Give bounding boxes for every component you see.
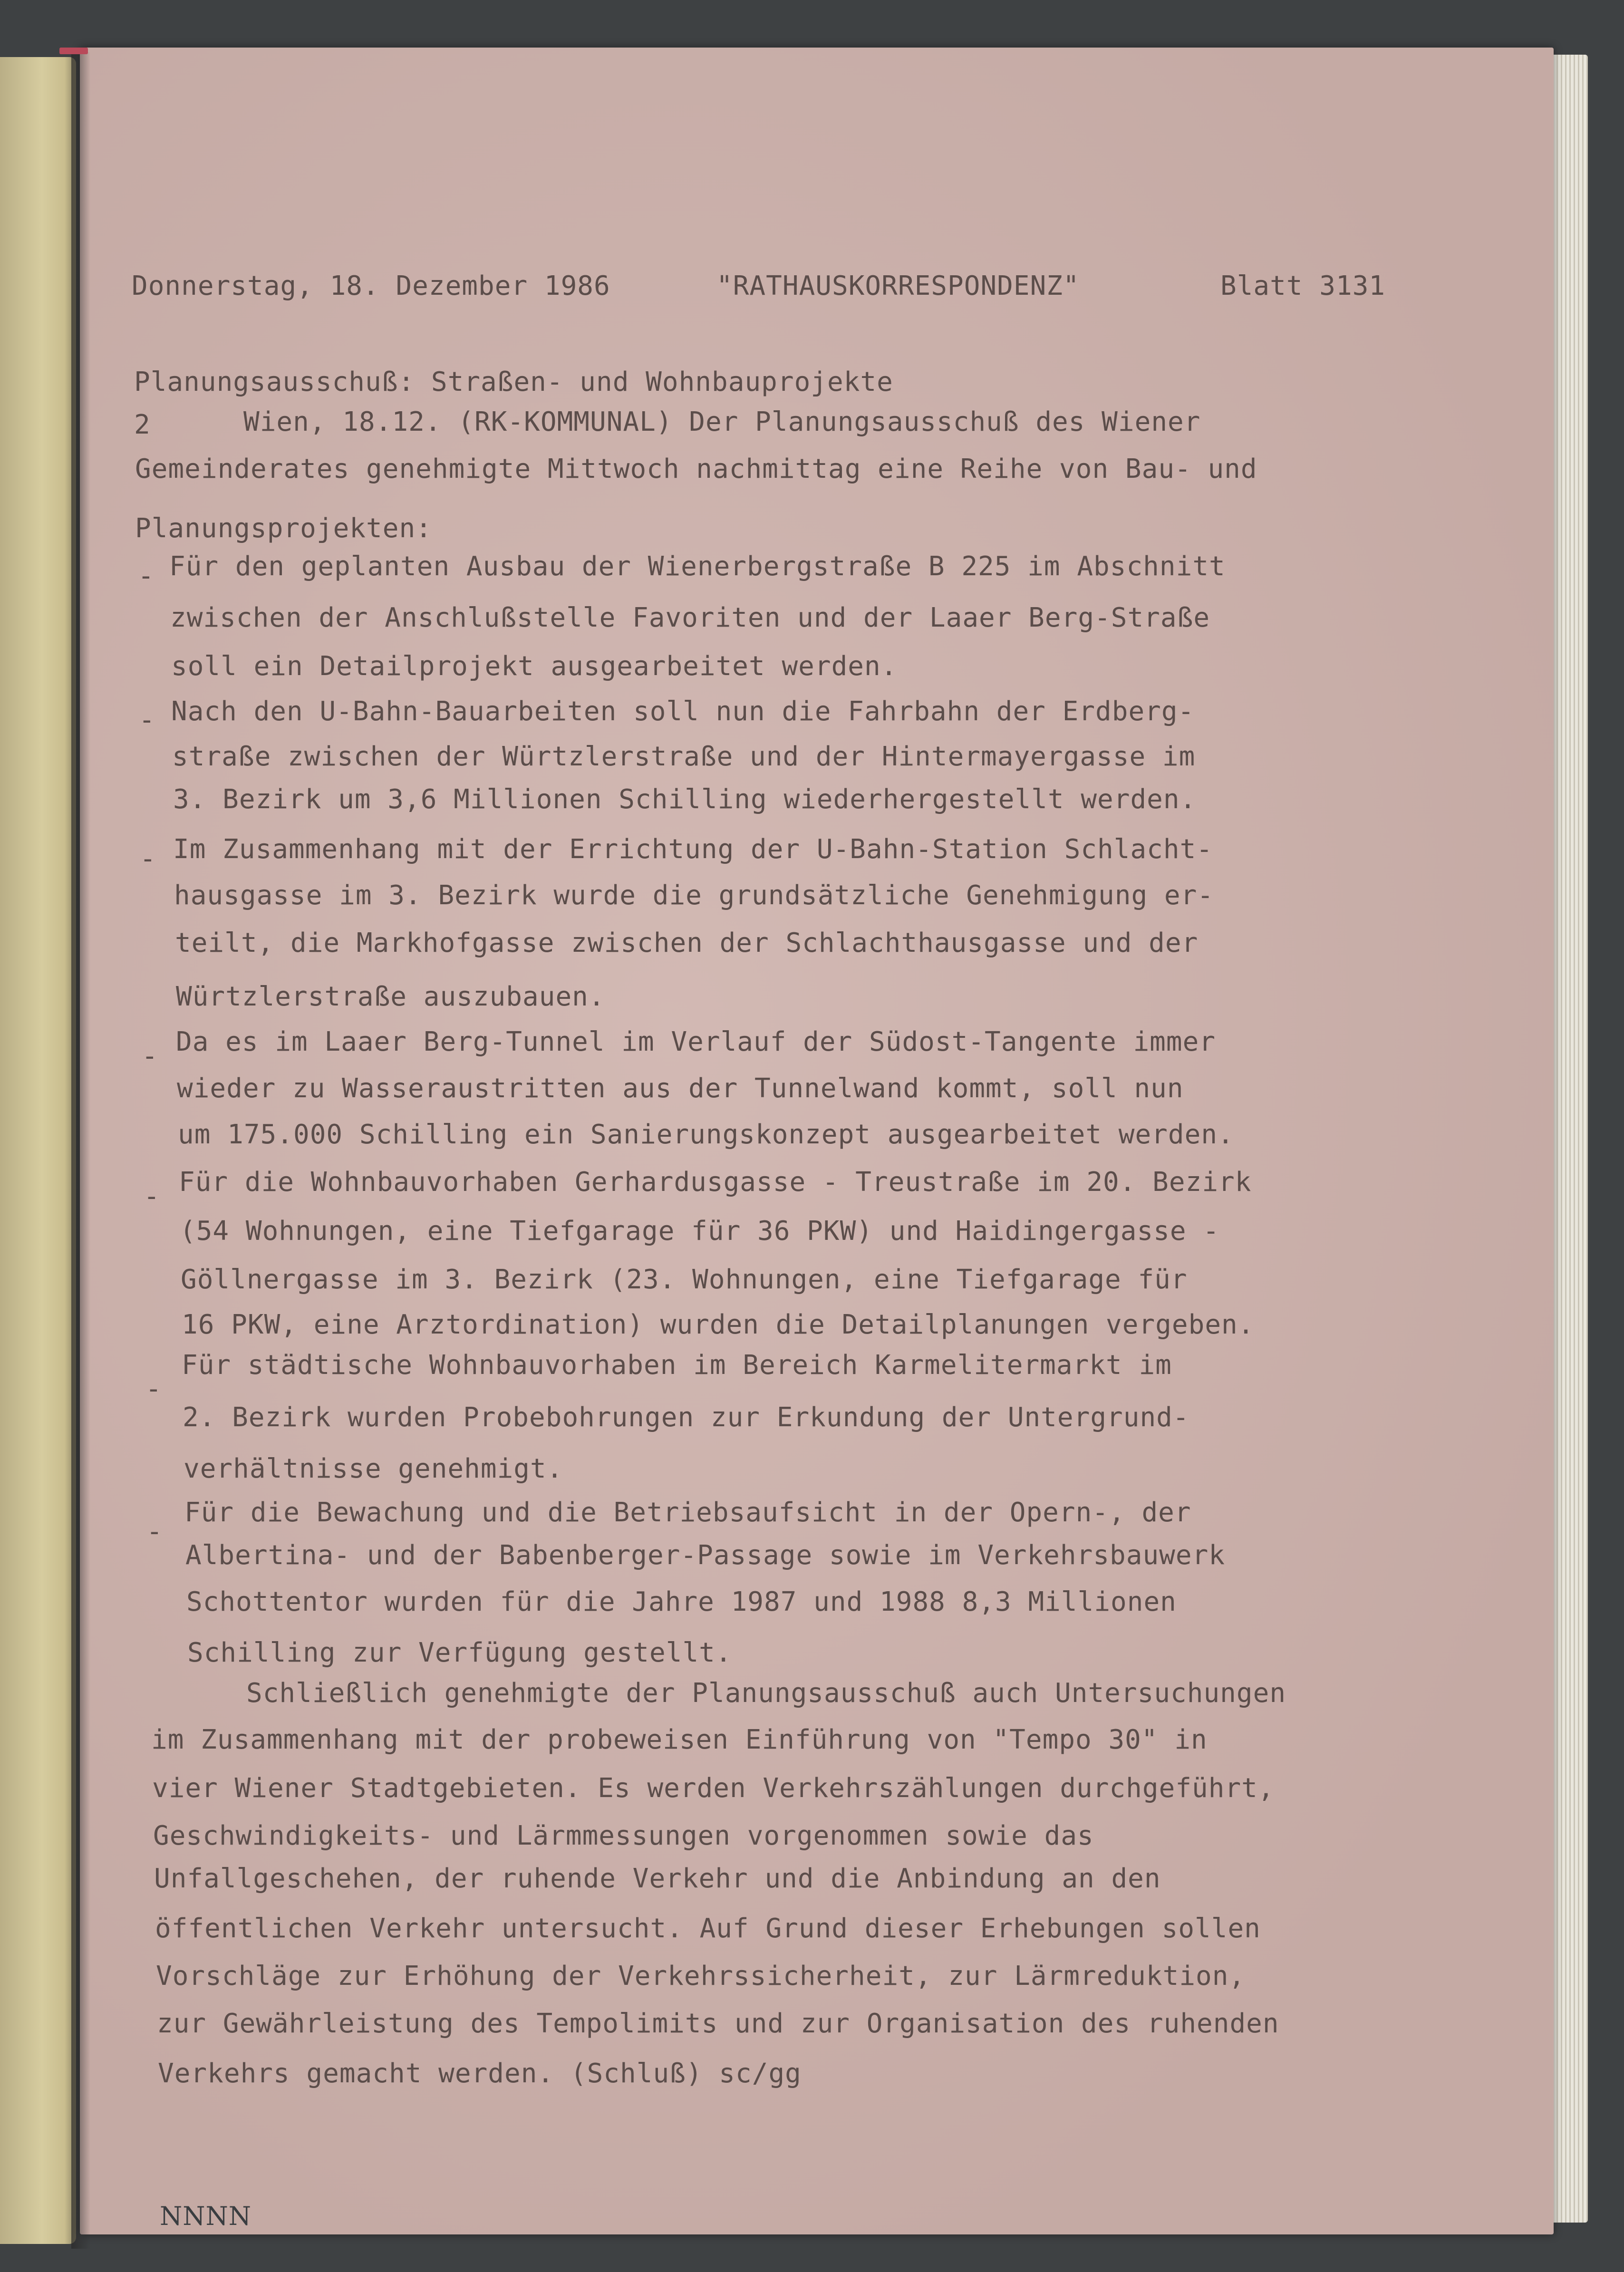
bullet-line: soll ein Detailprojekt ausgearbeitet werden. bbox=[171, 651, 898, 682]
bullet-line: Für städtische Wohnbauvorhaben im Bereich Karmelitermarkt im bbox=[182, 1350, 1172, 1381]
closing-line: Vorschläge zur Erhöhung der Verkehrssicherheit, zur Lärmreduktion, bbox=[156, 1961, 1246, 1992]
header-date: Donnerstag, 18. Dezember 1986 bbox=[132, 271, 610, 301]
closing-line: Verkehrs gemacht werden. (Schluß) sc/gg bbox=[158, 2058, 802, 2089]
bookmark-ribbon bbox=[59, 48, 88, 54]
left-page-edge bbox=[0, 57, 76, 2244]
closing-line: zur Gewährleistung des Tempolimits und zur Organisation des ruhenden bbox=[157, 2008, 1279, 2039]
binding-shadow bbox=[71, 52, 90, 2249]
bullet-line: Für die Bewachung und die Betriebsaufsicht in der Opern-, der bbox=[184, 1497, 1191, 1528]
header-publication: "RATHAUSKORRESPONDENZ" bbox=[716, 271, 1080, 301]
bullet-marker: - bbox=[142, 1041, 158, 1072]
article-title: Planungsausschuß: Straßen- und Wohnbauprojekte bbox=[134, 367, 893, 397]
closing-line: öffentlichen Verkehr untersucht. Auf Grund dieser Erhebungen sollen bbox=[155, 1913, 1261, 1944]
bullet-line: 16 PKW, eine Arztordination) wurden die Detailplanungen vergeben. bbox=[182, 1309, 1255, 1340]
intro-line: Gemeinderates genehmigte Mittwoch nachmittag eine Reihe von Bau- und bbox=[135, 454, 1257, 484]
bullet-line: Schottentor wurden für die Jahre 1987 und 1988 8,3 Millionen bbox=[186, 1586, 1177, 1617]
closing-line: Unfallgeschehen, der ruhende Verkehr und die Anbindung an den bbox=[154, 1863, 1161, 1894]
bullet-marker: - bbox=[138, 561, 155, 591]
bullet-line: Schilling zur Verfügung gestellt. bbox=[187, 1637, 732, 1668]
closing-line: Geschwindigkeits- und Lärmmessungen vorgenommen sowie das bbox=[153, 1820, 1094, 1851]
page-header bbox=[132, 271, 1415, 304]
bullet-line: wieder zu Wasseraustritten aus der Tunnelwand kommt, soll nun bbox=[177, 1073, 1184, 1104]
bullet-line: Würtzlerstraße auszubauen. bbox=[176, 981, 605, 1012]
bullet-line: Nach den U-Bahn-Bauarbeiten soll nun die Fahrbahn der Erdberg- bbox=[171, 696, 1195, 727]
bullet-line: 3. Bezirk um 3,6 Millionen Schilling wiederhergestellt werden. bbox=[173, 784, 1197, 815]
bullet-line: (54 Wohnungen, eine Tiefgarage für 36 PKW) und Haidingergasse - bbox=[180, 1216, 1220, 1247]
bullet-marker: - bbox=[144, 1181, 160, 1212]
closing-line: vier Wiener Stadtgebieten. Es werden Verkehrszählungen durchgeführt, bbox=[152, 1773, 1275, 1804]
closing-line: im Zusammenhang mit der probeweisen Einführung von "Tempo 30" in bbox=[151, 1724, 1208, 1755]
bullet-marker: - bbox=[140, 843, 156, 874]
bullet-marker: - bbox=[145, 1373, 162, 1404]
bullet-line: Für den geplanten Ausbau der Wienerbergstraße B 225 im Abschnitt bbox=[169, 551, 1226, 582]
footer-mark: NNNN bbox=[160, 2201, 251, 2231]
closing-line: Schließlich genehmigte der Planungsausschuß auch Untersuchungen bbox=[246, 1678, 1286, 1709]
intro-line: Planungsprojekten: bbox=[135, 513, 432, 544]
bullet-marker: - bbox=[146, 1516, 163, 1547]
bullet-line: Da es im Laaer Berg-Tunnel im Verlauf der Südost-Tangente immer bbox=[176, 1026, 1216, 1057]
bullet-line: 2. Bezirk wurden Probebohrungen zur Erkundung der Untergrund- bbox=[183, 1402, 1189, 1433]
bullet-line: hausgasse im 3. Bezirk wurde die grundsätzliche Genehmigung er- bbox=[174, 880, 1214, 911]
bullet-line: straße zwischen der Würtzlerstraße und der Hintermayergasse im bbox=[172, 741, 1196, 772]
bullet-line: zwischen der Anschlußstelle Favoriten und der Laaer Berg-Straße bbox=[170, 602, 1210, 633]
bullet-marker: - bbox=[139, 705, 155, 735]
bullet-line: verhältnisse genehmigt. bbox=[184, 1453, 563, 1484]
bullet-line: teilt, die Markhofgasse zwischen der Schlachthausgasse und der bbox=[175, 928, 1199, 958]
header-sheet: Blatt 3131 bbox=[1220, 271, 1386, 301]
intro-line: Wien, 18.12. (RK-KOMMUNAL) Der Planungsausschuß des Wiener bbox=[243, 406, 1201, 437]
bullet-line: um 175.000 Schilling ein Sanierungskonzept ausgearbeitet werden. bbox=[178, 1119, 1234, 1150]
article-number: 2 bbox=[134, 409, 151, 440]
bullet-line: Im Zusammenhang mit der Errichtung der U-Bahn-Station Schlacht- bbox=[173, 834, 1213, 865]
bullet-line: Für die Wohnbauvorhaben Gerhardusgasse - Treustraße im 20. Bezirk bbox=[179, 1167, 1252, 1198]
bullet-line: Göllnergasse im 3. Bezirk (23. Wohnungen, eine Tiefgarage für bbox=[181, 1264, 1188, 1295]
bullet-line: Albertina- und der Babenberger-Passage sowie im Verkehrsbauwerk bbox=[185, 1540, 1226, 1571]
